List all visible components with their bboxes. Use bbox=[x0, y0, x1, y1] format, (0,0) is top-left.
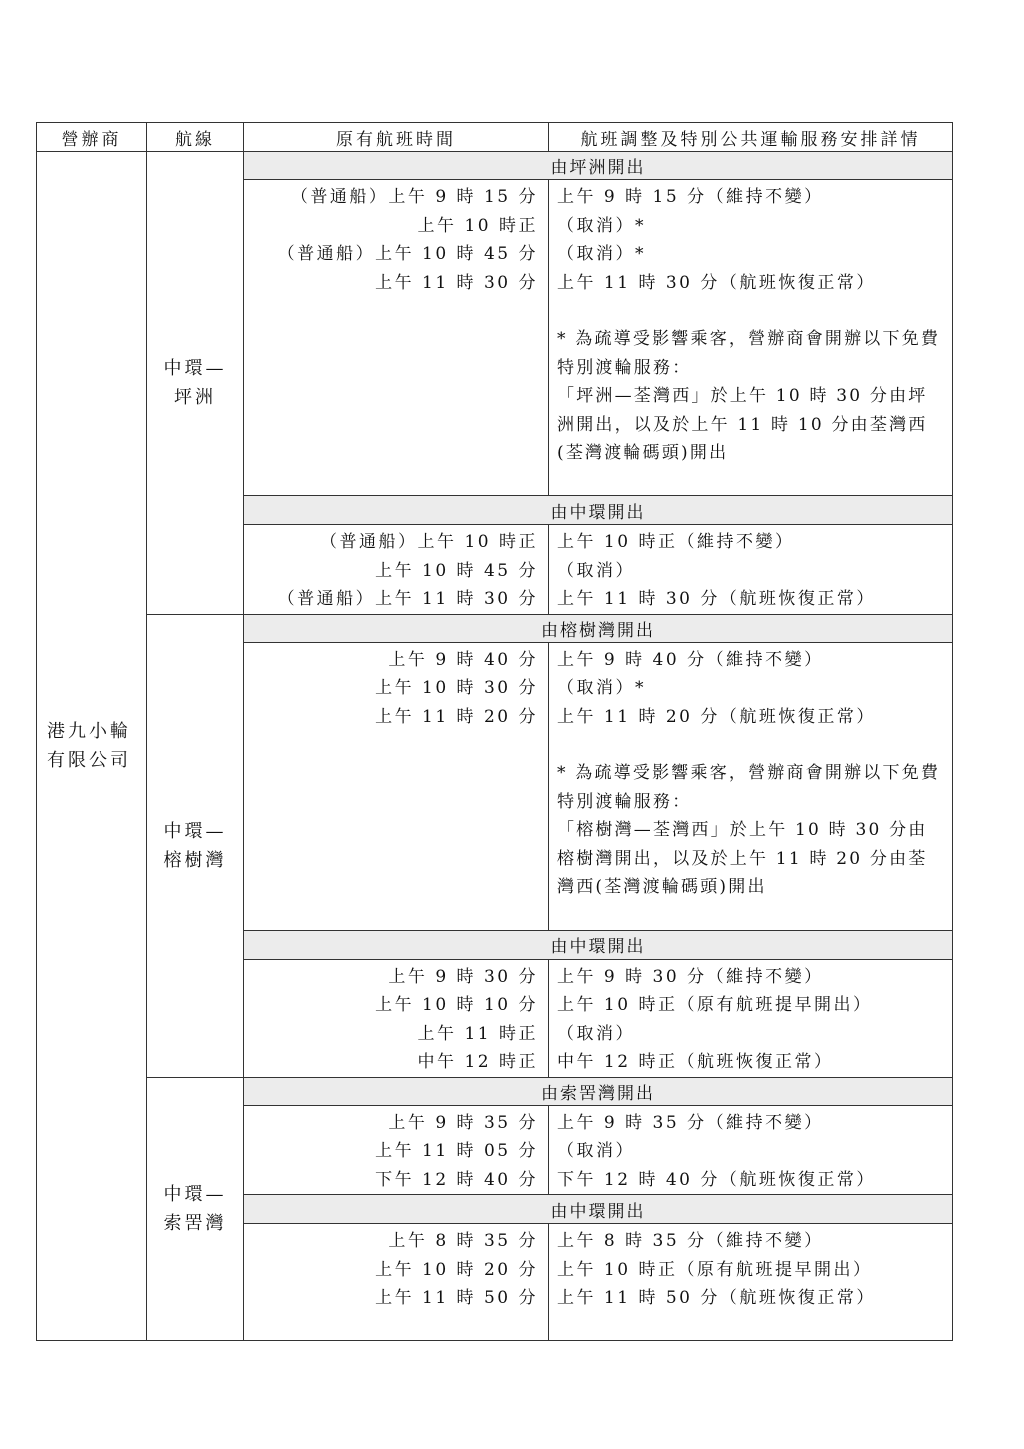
original-time-entry: 上午 10 時 30 分 bbox=[375, 678, 538, 698]
original-time-entry: 上午 9 時 30 分 bbox=[388, 966, 538, 987]
direction-label: 由中環開出 bbox=[244, 1195, 953, 1224]
header-original-time: 原有航班時間 bbox=[244, 123, 549, 152]
original-time-entry: 上午 11 時 50 分 bbox=[375, 1288, 538, 1308]
original-times-cell bbox=[244, 1224, 549, 1341]
header-route: 航線 bbox=[147, 123, 244, 152]
original-time-entry: 上午 10 時 10 分 bbox=[375, 995, 538, 1015]
original-times-cell bbox=[244, 642, 549, 930]
ferry-schedule-document bbox=[36, 122, 952, 1341]
original-time-entry: （普通船）上午 11 時 30 分 bbox=[277, 589, 538, 609]
adjusted-times-cell bbox=[549, 1224, 953, 1341]
schedule-body bbox=[37, 152, 953, 1341]
adjusted-time-entry: 上午 10 時正（原有航班提早開出） bbox=[557, 1259, 873, 1280]
adjusted-time-entry: （取消） bbox=[557, 1023, 635, 1044]
adjusted-times-cell bbox=[549, 180, 953, 496]
original-time-entry: （普通船）上午 9 時 15 分 bbox=[290, 187, 538, 207]
original-time-entry: 上午 9 時 40 分 bbox=[388, 649, 538, 670]
adjusted-time-entry: 上午 11 時 30 分（航班恢復正常） bbox=[557, 272, 876, 293]
route-cell: 中環— 坪洲 bbox=[147, 152, 244, 615]
adjusted-time-entry: （取消）* bbox=[557, 215, 646, 236]
special-service-note bbox=[557, 759, 944, 902]
note-paragraph: 「坪洲—荃灣西」於上午 10 時 30 分由坪洲開出，以及於上午 11 時 10 分由荃灣西(荃灣渡輪碼頭)開出 bbox=[557, 386, 928, 463]
adjusted-time-entry: 上午 10 時正（原有航班提早開出） bbox=[557, 995, 873, 1015]
special-service-note bbox=[557, 325, 944, 468]
route-cell: 中環— 榕樹灣 bbox=[147, 614, 244, 1077]
note-paragraph: 「榕樹灣—荃灣西」於上午 10 時 30 分由榕樹灣開出，以及於上午 11 時 20 分由荃灣西(荃灣渡輪碼頭)開出 bbox=[557, 820, 928, 897]
adjusted-time-entry: 上午 8 時 35 分（維持不變） bbox=[557, 1231, 824, 1251]
original-time-entry: 上午 10 時正 bbox=[417, 215, 538, 236]
adjusted-time-entry: 上午 10 時正（維持不變） bbox=[557, 532, 795, 552]
adjusted-time-entry: （取消） bbox=[557, 1141, 635, 1161]
original-time-entry: 上午 11 時正 bbox=[417, 1023, 538, 1044]
original-time-entry: 上午 10 時 45 分 bbox=[375, 560, 538, 581]
adjusted-times-cell bbox=[549, 959, 953, 1077]
original-time-entry: （普通船）上午 10 時 45 分 bbox=[277, 244, 538, 264]
adjusted-time-entry: 上午 11 時 50 分（航班恢復正常） bbox=[557, 1288, 876, 1308]
original-time-entry: 上午 11 時 05 分 bbox=[375, 1141, 538, 1161]
original-times-cell bbox=[244, 525, 549, 615]
original-times-cell bbox=[244, 1105, 549, 1195]
original-time-entry: 上午 11 時 20 分 bbox=[375, 706, 538, 727]
direction-header-row bbox=[37, 152, 953, 180]
header-adjustment-details: 航班調整及特別公共運輸服務安排詳情 bbox=[549, 123, 953, 152]
adjusted-time-entry: 下午 12 時 40 分（航班恢復正常） bbox=[557, 1169, 876, 1190]
adjusted-time-entry: 上午 9 時 40 分（維持不變） bbox=[557, 649, 824, 670]
header-row bbox=[37, 123, 953, 152]
original-time-entry: 下午 12 時 40 分 bbox=[375, 1169, 538, 1190]
original-time-entry: 上午 9 時 35 分 bbox=[388, 1112, 538, 1133]
original-time-entry: 中午 12 時正 bbox=[417, 1052, 538, 1072]
adjusted-times-cell bbox=[549, 1105, 953, 1195]
original-time-entry: 上午 11 時 30 分 bbox=[375, 272, 538, 293]
operator-cell: 港九小輪 有限公司 bbox=[37, 152, 147, 1341]
note-paragraph: * 為疏導受影響乘客，營辦商會開辦以下免費特別渡輪服務： bbox=[557, 763, 941, 812]
adjusted-time-entry: 上午 11 時 20 分（航班恢復正常） bbox=[557, 706, 876, 727]
adjusted-time-entry: 上午 11 時 30 分（航班恢復正常） bbox=[557, 589, 876, 609]
adjusted-time-entry: （取消） bbox=[557, 560, 635, 581]
adjusted-time-entry: 上午 9 時 35 分（維持不變） bbox=[557, 1112, 824, 1133]
adjusted-times-cell bbox=[549, 525, 953, 615]
adjusted-time-entry: 上午 9 時 15 分（維持不變） bbox=[557, 187, 824, 207]
header-operator: 營辦商 bbox=[37, 123, 147, 152]
adjusted-time-entry: 中午 12 時正（航班恢復正常） bbox=[557, 1052, 834, 1072]
adjusted-time-entry: 上午 9 時 30 分（維持不變） bbox=[557, 966, 824, 987]
direction-header-row bbox=[37, 614, 953, 642]
adjusted-time-entry: （取消）* bbox=[557, 678, 646, 698]
direction-label: 由中環開出 bbox=[244, 930, 953, 959]
direction-label: 由坪洲開出 bbox=[244, 152, 953, 180]
route-cell: 中環— 索罟灣 bbox=[147, 1077, 244, 1341]
adjusted-times-cell bbox=[549, 642, 953, 930]
original-time-entry: 上午 10 時 20 分 bbox=[375, 1259, 538, 1280]
direction-label: 由榕樹灣開出 bbox=[244, 614, 953, 642]
direction-label: 由中環開出 bbox=[244, 496, 953, 525]
original-time-entry: 上午 8 時 35 分 bbox=[388, 1231, 538, 1251]
original-time-entry: （普通船）上午 10 時正 bbox=[320, 532, 538, 552]
direction-label: 由索罟灣開出 bbox=[244, 1077, 953, 1105]
original-times-cell bbox=[244, 180, 549, 496]
original-times-cell bbox=[244, 959, 549, 1077]
schedule-table bbox=[36, 122, 953, 1341]
adjusted-time-entry: （取消）* bbox=[557, 244, 646, 264]
note-paragraph: * 為疏導受影響乘客，營辦商會開辦以下免費特別渡輪服務： bbox=[557, 329, 941, 378]
direction-header-row bbox=[37, 1077, 953, 1105]
